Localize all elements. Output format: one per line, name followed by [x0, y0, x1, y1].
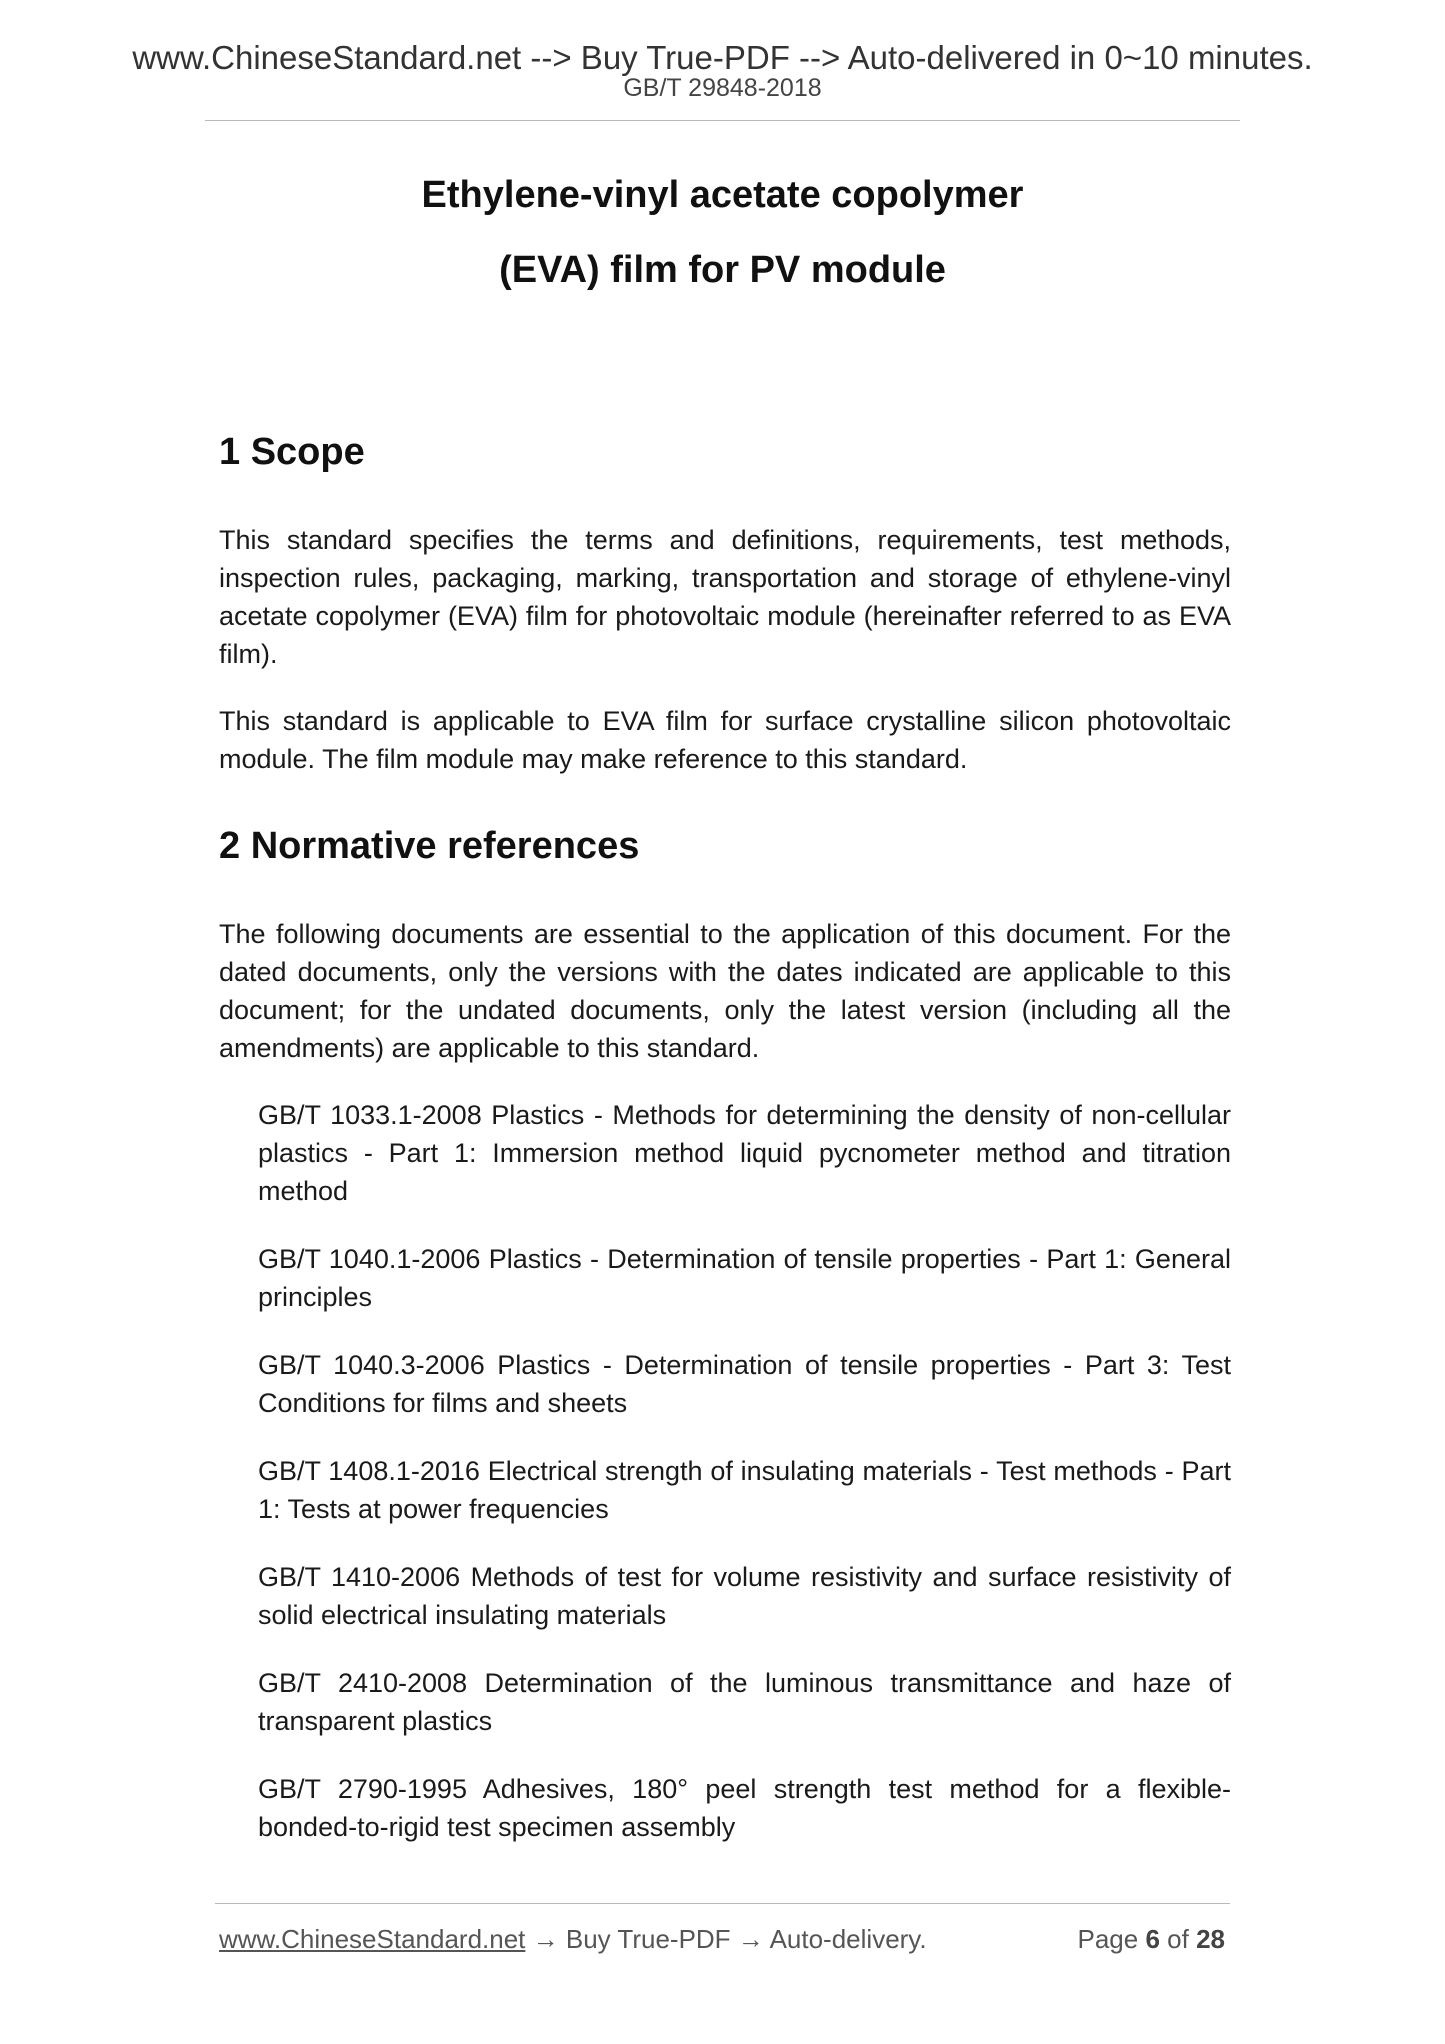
reference-item: GB/T 1410-2006 Methods of test for volume resistivity and surface resistivity of solid electrical insulating materials — [258, 1562, 1231, 1630]
total-pages-number: 28 — [1196, 1924, 1225, 1954]
footer-promo-text: → Buy True-PDF → Auto-delivery. — [525, 1924, 927, 1954]
footer-promo — [219, 1922, 927, 1956]
reference-item: GB/T 1033.1-2008 Plastics - Methods for determining the density of non-cellular plastics - Part 1: Immersion method liquid pycnometer method and titration method — [258, 1100, 1231, 1206]
scope-paragraph-2: This standard is applicable to EVA film for surface crystalline silicon photovoltaic module. The film module may make reference to this standard. — [219, 706, 1231, 774]
section-heading-scope: 1 Scope — [219, 431, 365, 473]
standard-code: GB/T 29848-2018 — [623, 74, 822, 102]
header-divider — [205, 120, 1240, 121]
top-banner[interactable]: www.ChineseStandard.net --> Buy True-PDF --> Auto-delivered in 0~10 minutes. — [132, 39, 1313, 76]
page-indicator — [1077, 1922, 1225, 1956]
footer-divider — [215, 1903, 1230, 1904]
footer-site-link[interactable]: www.ChineseStandard.net — [219, 1924, 526, 1954]
document-title-line-2: (EVA) film for PV module — [499, 249, 946, 291]
reference-item: GB/T 1040.1-2006 Plastics - Determination of tensile properties - Part 1: General principles — [258, 1244, 1231, 1312]
document-title-line-1: Ethylene-vinyl acetate copolymer — [421, 174, 1024, 216]
section-heading-normative-references: 2 Normative references — [219, 825, 640, 867]
scope-paragraph-1: This standard specifies the terms and definitions, requirements, test methods, inspection rules, packaging, marking, transportation and storage of ethylene-vinyl acetate copolymer (EVA) film for photovoltaic module (hereinafter referred to as EVA film). — [219, 525, 1231, 669]
reference-item: GB/T 1408.1-2016 Electrical strength of insulating materials - Test methods - Part 1: Tests at power frequencies — [258, 1456, 1231, 1524]
reference-item: GB/T 2410-2008 Determination of the luminous transmittance and haze of transparent plastics — [258, 1668, 1231, 1736]
current-page-number: 6 — [1145, 1924, 1160, 1954]
of-label: of — [1167, 1924, 1189, 1954]
page-label: Page — [1077, 1924, 1139, 1954]
reference-item: GB/T 2790-1995 Adhesives, 180° peel strength test method for a flexible-bonded-to-rigid test specimen assembly — [258, 1774, 1231, 1842]
reference-item: GB/T 1040.3-2006 Plastics - Determination of tensile properties - Part 3: Test Conditions for films and sheets — [258, 1350, 1231, 1418]
references-intro-paragraph: The following documents are essential to the application of this document. For the dated documents, only the versions with the dates indicated are applicable to this document; for the undated documents, only the latest version (including all the amendments) are applicable to this standard. — [219, 919, 1231, 1063]
